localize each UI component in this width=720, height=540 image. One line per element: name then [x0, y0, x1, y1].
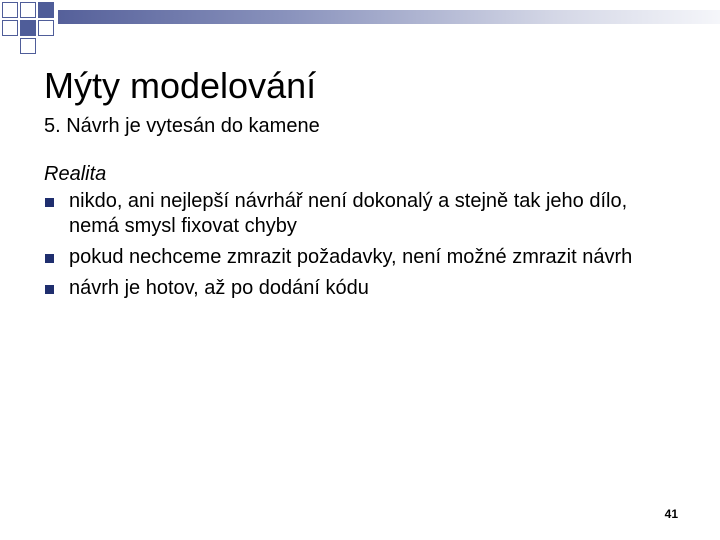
list-item: [44, 276, 664, 301]
decorative-square: [2, 2, 18, 18]
decorative-square: [20, 38, 36, 54]
slide-title: Mýty modelování: [44, 65, 317, 106]
bullet-text: nikdo, ani nejlepší návrhář není dokonalý a stejně tak jeho dílo, nemá smysl fixovat chyby: [69, 190, 628, 237]
section-heading: Realita: [44, 163, 107, 185]
page-number: 41: [664, 507, 678, 521]
square-bullet-icon: [45, 285, 54, 294]
decorative-square: [38, 20, 54, 36]
decorative-square: [20, 20, 36, 36]
square-bullet-icon: [45, 198, 54, 207]
bullet-text: návrh je hotov, až po dodání kódu: [69, 277, 369, 299]
decorative-square: [2, 20, 18, 36]
bullet-text: pokud nechceme zmrazit požadavky, není možné zmrazit návrh: [69, 246, 633, 268]
list-item: [44, 245, 664, 270]
decorative-square: [20, 2, 36, 18]
header-gradient-band: [58, 10, 720, 24]
slide-subtitle: 5. Návrh je vytesán do kamene: [44, 115, 320, 137]
square-bullet-icon: [45, 254, 54, 263]
list-item: [44, 189, 664, 239]
bullet-list: [44, 189, 664, 301]
decorative-square: [38, 2, 54, 18]
slide-body: [44, 162, 664, 307]
